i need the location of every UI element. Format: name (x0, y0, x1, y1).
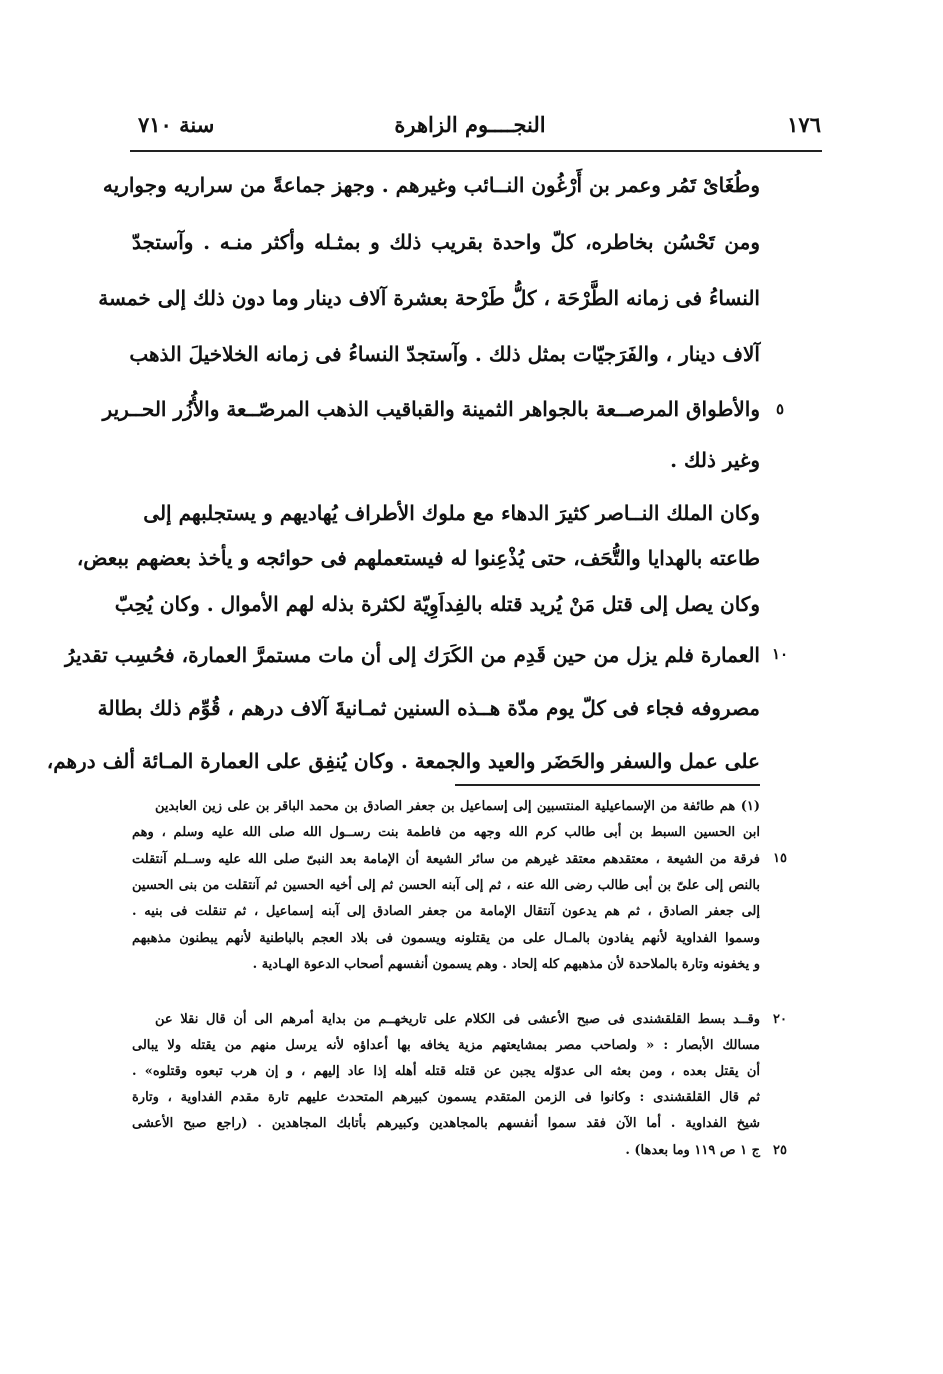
line-number: ٢٥ (773, 1143, 787, 1158)
text-line: النساءُ فى زمانه الطَّرْحَة ، كلُّ طَرْحة بعشرة آلاف دينار وما دون ذلك إلى خمسة (98, 286, 760, 310)
text-line: مصروفه فجاء فى كلّ يوم مدّة هــذه السنين ثمـانيةَ آلاف درهم ، قُوِّم ذلك بطالة (97, 696, 760, 720)
footnote-line: شيخ الفداوية . أما الآن فقد سموا أنفسهم بالمجاهدين وكبيرهم بأتابك المجاهدين . (راجع صبح الأعشى (132, 1116, 760, 1131)
footnote-line: و يخفونه وتارة بالملاحدة لأن مذهبهم كله إلحاد . وهم يسمون أنفسهم أصحاب الدعوة الهـادية . (252, 957, 760, 972)
line-number: ٢٠ (773, 1012, 787, 1027)
book-title: النجــــوم الزاهرة (394, 112, 546, 137)
year-label: سنة ٧١٠ (138, 112, 215, 137)
text-line: وطُغَاىْ تَمُر وعمر بن أَرْغُون النــائب وغيرهم . وجهز جماعةً من سراريه وجواريه (102, 173, 760, 197)
line-number: ١٠ (771, 645, 789, 663)
footnote-line: ابن الحسين السبط بن أبى طالب كرم الله وجهه من فاطمة بنت رســول الله صلى الله عليه وسلم ، وهم (132, 825, 760, 840)
text-line: وغير ذلك . (670, 448, 760, 472)
text-line: وكان الملك النــاصر كثيرَ الدهاء مع ملوك الأطراف يُهاديهم و يستجلبهم إلى (143, 501, 760, 525)
line-number: ١٥ (773, 851, 787, 866)
footnote-line: مسالك الأبصار : « ولصاحب مصر بمشايعتهم مزية يخافه بها أعداؤه لأنه يرسل منهم من يقتله ولا يبالى (132, 1038, 760, 1053)
text-line: على عمل والسفر والحَضَر والعيد والجمعة . وكان يُنفِق على العمارة المـائة ألف درهم، (46, 749, 760, 773)
text-line: طاعته بالهدايا والتُّحَف، حتى يُذْعِنوا له فيستعملهم فى حوائجه و يأخذ بعضهم ببعض، (76, 546, 760, 570)
text-line: آلاف دينار ، والفَرَجيّات بمثل ذلك . وآستجدّ النساءُ فى زمانه الخلاخيلَ الذهب (129, 342, 760, 366)
footnote-line: بالنص إلى علىّ بن أبى طالب رضى الله عنه ، ثم إلى آبنه الحسن ثم إلى أخيه الحسين ثم آنتقلت من بنى الحسين (132, 878, 760, 893)
footnote-line: وسموا الفداوية لأنهم يفادون بالمـال على من يقتلونه ويسمون فى بلاد العجم بالباطنية لأنهم يبطنون مذهبهم (132, 931, 760, 946)
footnote-line: ثم قال القلقشندى : وكانوا فى الزمن المتقدم يسمون كبيرهم المتحدث عليهم تارة مقدم الفداوية ، وتارة (132, 1090, 760, 1105)
text-line: العمارة فلم يزل من حين قَدِم من الكَرَك إلى أن مات مستمرَّ العمارة، فحُسِب تقديرُ (64, 643, 760, 667)
page-number: ١٧٦ (787, 112, 821, 137)
footnote-line: ج ١ ص ١١٩ وما بعدها) . (625, 1143, 760, 1158)
footnote-line: (١) هم طائفة من الإسماعيلية المنتسبين إلى إسماعيل بن جعفر الصادق بن محمد الباقر بن على زين العابدين (155, 799, 760, 814)
footnote-line: أن يقتل بعده ، ومن بعثه الى عدوّله يجبن عن قتله قتله أهله إذا عاد إليهم ، و إن هرب تبعوه وقتلوه» . (132, 1064, 760, 1079)
header-rule (130, 150, 822, 152)
footnote-line: فرقة من الشيعة ، معتقدهم معتقد غيرهم من سائر الشيعة أن الإمامة بعد النبىّ صلى الله عليه وســلم آنتقلت (132, 852, 760, 867)
text-line: وكان يصل إلى قتل مَنْ يُريد قتله بالفِداَوِيّة لكثرة بذله لهم الأموال . وكان يُحِبّ (114, 592, 760, 616)
text-line: والأطواق المرصــعة بالجواهر الثمينة والقباقيب الذهب المرصّــعة والأُزُر الحــرير (102, 397, 760, 421)
line-number: ٥ (775, 400, 785, 418)
footnote-line: إلى جعفر الصادق ، ثم هم يدعون آنتقال الإمامة من جعفر الصادق إلى آبنه إسماعيل ، ثم تنقلت فى بنيه . (132, 904, 760, 919)
footnote-separator (455, 784, 760, 786)
text-line: ومن تَحْسُن بخاطره، كلّ واحدة بقريب ذلك و بمثـله وأكثر منـه . وآستجدّ (132, 230, 760, 254)
footnote-line: وقــد بسط القلقشندى فى صبح الأعشى فى الكلام على تاريخهــم من بداية أمرهم الى أن قال نقلا عن (155, 1012, 760, 1027)
